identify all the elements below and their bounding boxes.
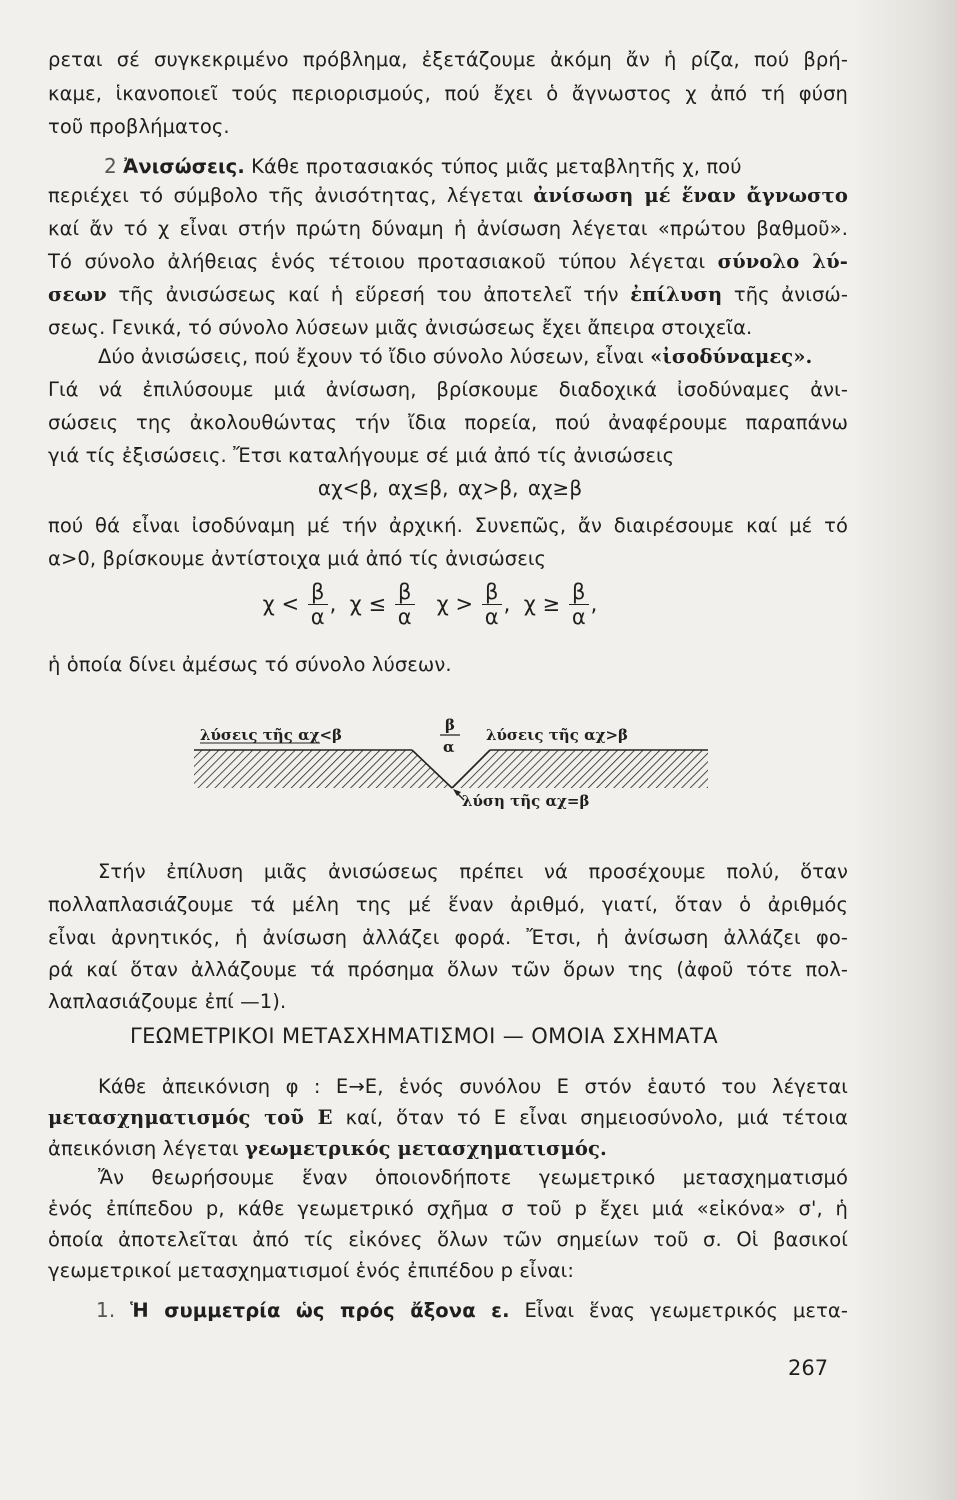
text-segment: ἀπεικόνιση λέγεται xyxy=(48,1137,239,1160)
solved-inequalities xyxy=(0,582,880,628)
text-line: καμε, ἱκανοποιεῖ τούς περιορισμούς, πού ἔχει ὁ ἄγνωστος χ ἀπό τή φύση xyxy=(48,82,848,105)
page-number: 267 xyxy=(788,1356,829,1380)
bold-term: σεων xyxy=(48,283,107,306)
label-fraction-den: α xyxy=(443,738,455,756)
fraction xyxy=(308,582,328,628)
text-segment: καί, ὅταν τό Ε εἶναι σημειοσύνολο, μιά τέτοια xyxy=(345,1106,848,1129)
label-solution-equal: λύση τῆς αχ=β xyxy=(462,792,590,810)
text-line: Στήν ἐπίλυση μιᾶς ἀνισώσεως πρέπει νά προσέχουμε πολύ, ὅταν xyxy=(98,860,848,883)
text-line: ὁποία ἀποτελεῖται ἀπό τίς εἰκόνες ὅλων τῶν σημείων τοῦ σ. Οἱ βασικοί xyxy=(48,1228,848,1251)
item-number: 1. xyxy=(96,1298,116,1322)
text-line: λαπλασιάζουμε ἐπί —1). xyxy=(48,990,287,1013)
text-line: καί ἄν τό χ εἶναι στήν πρώτη δύναμη ἡ ἀνίσωση λέγεται «πρώτου βαθμοῦ». xyxy=(48,217,848,240)
fraction-numerator: β xyxy=(569,582,589,605)
comma: , xyxy=(329,592,337,616)
bold-term: μετασχηματισμός τοῦ Ε xyxy=(48,1106,333,1129)
fraction-numerator: β xyxy=(395,582,415,605)
hatched-region-less xyxy=(194,750,452,788)
text-segment: Κάθε προτασιακός τύπος μιᾶς μεταβλητῆς χ, πού xyxy=(251,155,742,178)
fraction-denominator: α xyxy=(397,605,412,629)
section-heading-geometric-transformations: ΓΕΩΜΕΤΡΙΚΟΙ ΜΕΤΑΣΧΗΜΑΤΙΣΜΟΙ — ΟΜΟΙΑ ΣΧΗΜΑΤΑ xyxy=(130,1024,718,1048)
page-edge-shadow xyxy=(852,0,957,1500)
text-line xyxy=(48,1104,848,1131)
item-title: Ἡ συμμετρία ὡς πρός ἄξονα ε. xyxy=(130,1299,510,1322)
text-line: γεωμετρικοί μετασχηματισμοί ἑνός ἐπιπέδου p εἶναι: xyxy=(48,1259,575,1282)
text-segment: Δύο ἀνισώσεις, πού ἔχουν τό ἴδιο σύνολο λύσεων, εἶναι xyxy=(98,345,644,368)
text-segment: περιέχει τό σύμβολο τῆς ἀνισότητας, λέγεται xyxy=(48,184,523,207)
text-segment: Τό σύνολο ἀλήθειας ἑνός τέτοιου προτασιακοῦ τύπου λέγεται xyxy=(48,250,706,273)
fraction-numerator: β xyxy=(482,582,502,605)
bold-term: ἐπίλυση xyxy=(630,283,723,306)
var-x: χ xyxy=(349,592,362,616)
text-line: πολλαπλασιάζουμε τά μέλη της μέ ἕναν ἀριθμό, γιατί, ὅταν ὁ ἀριθμός xyxy=(48,893,848,916)
section-number: 2 xyxy=(104,154,117,178)
label-fraction-num: β xyxy=(445,716,455,734)
fraction-denominator: α xyxy=(484,605,499,629)
text-line: α>0, βρίσκουμε ἀντίστοιχα μιά ἀπό τίς ἀνισώσεις xyxy=(48,547,547,570)
var-x: χ xyxy=(262,592,275,616)
fraction-numerator: β xyxy=(308,582,328,605)
text-line: ρά καί ὅταν ἀλλάζουμε τά πρόσημα ὅλων τῶν ὅρων της (ἀφοῦ τότε πολ- xyxy=(48,958,848,981)
fraction-denominator: α xyxy=(571,605,586,629)
comma: , xyxy=(590,592,598,616)
comma: , xyxy=(503,592,511,616)
text-line: πού θά εἶναι ἰσοδύναμη μέ τήν ἀρχική. Συνεπῶς, ἄν διαιρέσουμε καί μέ τό xyxy=(48,514,848,537)
text-line: Γιά νά ἐπιλύσουμε μιά ἀνίσωση, βρίσκουμε διαδοχικά ἰσοδύναμες ἀνι- xyxy=(48,378,848,401)
bold-term: «ἰσοδύναμες». xyxy=(650,345,813,368)
text-segment: τῆς ἀνισώ- xyxy=(733,283,848,306)
symbol-gt: > xyxy=(455,592,474,616)
fraction xyxy=(395,582,415,628)
item-symmetry xyxy=(96,1297,848,1324)
bold-term: σύνολο λύ- xyxy=(717,250,848,273)
hatched-region-greater xyxy=(452,750,708,788)
text-line xyxy=(98,343,812,370)
var-x: χ xyxy=(436,592,449,616)
symbol-ge: ≥ xyxy=(542,592,561,616)
label-solutions-greater: λύσεις τῆς αχ>β xyxy=(486,726,629,744)
solution-set-diagram xyxy=(180,712,720,812)
var-x: χ xyxy=(523,592,536,616)
text-line: σεως. Γενικά, τό σύνολο λύσεων μιᾶς ἀνισώσεως ἔχει ἄπειρα στοιχεῖα. xyxy=(48,316,753,339)
text-line: ρεται σέ συγκεκριμένο πρόβλημα, ἐξετάζουμε ἀκόμη ἄν ἡ ρίζα, πού βρή- xyxy=(48,48,848,71)
label-solutions-less: λύσεις τῆς αχ<β xyxy=(200,726,343,744)
text-line: Ἄν θεωρήσουμε ἕναν ὁποιονδήποτε γεωμετρικό μετασχηματισμό xyxy=(98,1166,848,1189)
text-line xyxy=(48,1135,607,1162)
text-line xyxy=(48,248,848,275)
text-segment: Εἶναι ἕνας γεωμετρικός μετα- xyxy=(524,1299,848,1322)
section-title: Ἀνισώσεις. xyxy=(123,155,245,178)
fraction-denominator: α xyxy=(310,605,325,629)
symbol-lt: < xyxy=(281,592,300,616)
bold-term: ἀνίσωση μέ ἕναν ἄγνωστο xyxy=(533,184,848,207)
section-heading-inequalities xyxy=(104,153,742,180)
fraction xyxy=(482,582,502,628)
text-line: γιά τίς ἐξισώσεις. Ἔτσι καταλήγουμε σέ μιά ἀπό τίς ἀνισώσεις xyxy=(48,444,675,467)
text-line xyxy=(48,182,848,209)
fraction xyxy=(569,582,589,628)
text-line: ἡ ὁποία δίνει ἀμέσως τό σύνολο λύσεων. xyxy=(48,653,452,676)
bold-term: γεωμετρικός μετασχηματισμός. xyxy=(245,1137,607,1160)
text-segment: τῆς ἀνισώσεως καί ἡ εὕρεσή του ἀποτελεῖ τήν xyxy=(118,283,619,306)
text-line: σώσεις της ἀκολουθώντας τήν ἴδια πορεία, πού ἀναφέρουμε παραπάνω xyxy=(48,411,848,434)
symbol-le: ≤ xyxy=(368,592,387,616)
text-line xyxy=(48,281,848,308)
text-line: ἑνός ἐπίπεδου p, κάθε γεωμετρικό σχῆμα σ τοῦ p ἔχει μιά «εἰκόνα» σ', ἡ xyxy=(48,1197,848,1220)
inequality-forms: αχ<β, αχ≤β, αχ>β, αχ≥β xyxy=(317,476,583,500)
text-line: εἶναι ἀρνητικός, ἡ ἀνίσωση ἀλλάζει φορά. Ἔτσι, ἡ ἀνίσωση ἀλλάζει φο- xyxy=(48,926,848,949)
text-line: τοῦ προβλήματος. xyxy=(48,115,230,138)
text-line: Κάθε ἀπεικόνιση φ : Ε→Ε, ἑνός συνόλου Ε στόν ἑαυτό του λέγεται xyxy=(98,1075,848,1098)
